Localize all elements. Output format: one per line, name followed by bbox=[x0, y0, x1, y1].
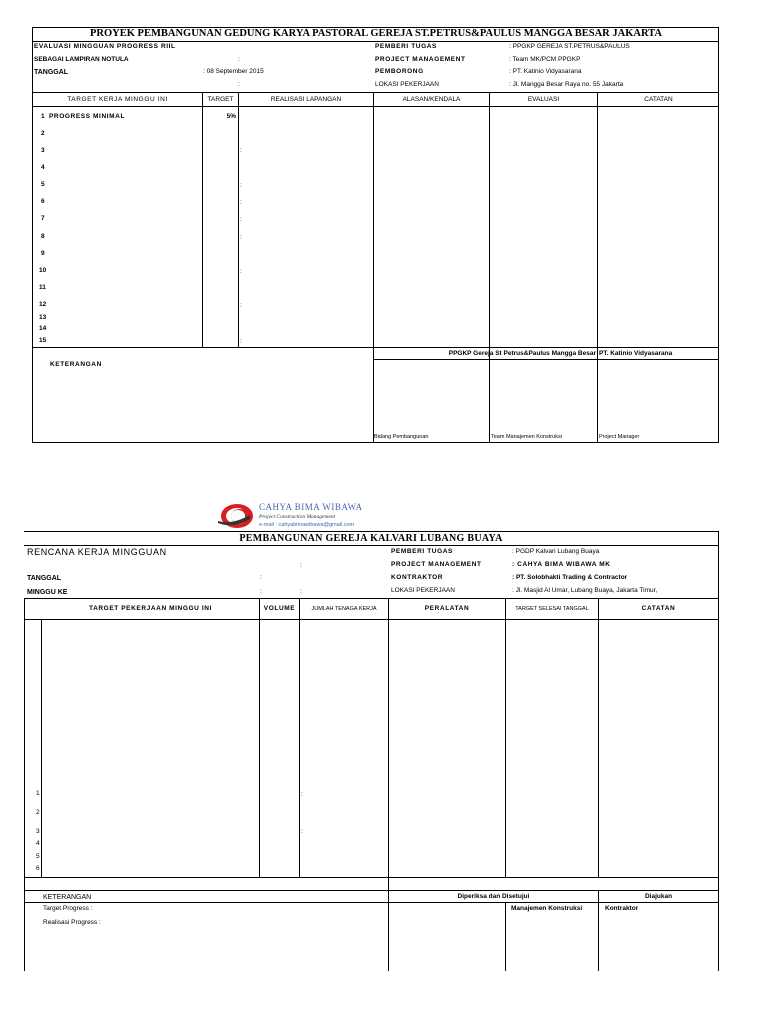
plan-row-number: 3 bbox=[36, 828, 40, 835]
eval-signer-3: Project Manager bbox=[599, 434, 640, 440]
eval-lokasi-value: : Jl. Mangga Besar Raya no. 55 Jakarta bbox=[509, 81, 624, 88]
eval-row-colon: : bbox=[240, 234, 242, 241]
eval-row-number: 5 bbox=[41, 181, 45, 188]
eval-info-value-2: : bbox=[238, 56, 240, 63]
eval-row-number: 9 bbox=[41, 250, 45, 257]
eval-row-number: 2 bbox=[41, 130, 45, 137]
eval-row-colon: : bbox=[240, 338, 242, 345]
eval-row-number: 4 bbox=[41, 164, 45, 171]
eval-row-colon: : bbox=[240, 147, 242, 154]
eval-info-label-1: EVALUASI MINGGUAN PROGRESS RIIL bbox=[34, 43, 176, 50]
plan-date-value: : bbox=[260, 574, 262, 581]
eval-keterangan-label: KETERANGAN bbox=[50, 361, 102, 368]
eval-row-number: 8 bbox=[41, 233, 45, 240]
plan-col-target-selesai: TARGET SELESAI TANGGAL bbox=[515, 606, 589, 612]
plan-lokasi-label: LOKASI PEKERJAAN bbox=[391, 587, 455, 594]
plan-diperiksa: Diperiksa dan Disetujui bbox=[457, 893, 530, 900]
eval-info-value-4: : bbox=[238, 81, 240, 88]
eval-row-number: 15 bbox=[39, 337, 47, 344]
eval-col-evaluasi: EVALUASI bbox=[527, 96, 560, 103]
plan-col-tenaga: JUMLAH TENAGA KERJA bbox=[311, 606, 377, 612]
eval-row-colon: : bbox=[240, 268, 242, 275]
eval-row-number: 11 bbox=[39, 284, 46, 291]
eval-row-text: PROGRESS MINIMAL bbox=[49, 113, 126, 120]
plan-col-peralatan: PERALATAN bbox=[424, 605, 470, 612]
eval-sign-owner: PPGKP Gereja St Petrus&Paulus Mangga Besar bbox=[448, 350, 596, 357]
eval-col-catatan: CATATAN bbox=[644, 96, 673, 103]
plan-row-number: 2 bbox=[36, 809, 40, 816]
eval-row-number: 3 bbox=[41, 147, 45, 154]
plan-lokasi-value: : Jl. Masjid Al Umar, Lubang Buaya, Jakarta Timur, bbox=[512, 587, 658, 594]
eval-row-number: 6 bbox=[41, 198, 45, 205]
plan-pm-label: PROJECT MANAGEMENT bbox=[391, 561, 482, 568]
plan-row-colon: : bbox=[301, 791, 303, 798]
eval-row-number: 14 bbox=[39, 325, 47, 332]
eval-row-target: 5% bbox=[226, 113, 236, 120]
eval-row-colon: : bbox=[240, 216, 242, 223]
company-email: e-mail : cahyabimawibawa@gmail.com bbox=[259, 522, 355, 528]
eval-date-value: : 08 September 2015 bbox=[203, 68, 264, 75]
plan-row-colon: : bbox=[301, 828, 303, 835]
company-tagline: Project Construction Management bbox=[259, 514, 336, 520]
plan-kontraktor-value: : PT. Solobhakti Trading & Contractor bbox=[512, 574, 628, 581]
plan-heading: RENCANA KERJA MINGGUAN bbox=[27, 547, 167, 557]
plan-week-label: MINGGU KE bbox=[27, 589, 68, 596]
plan-target-progress: Target Progress : bbox=[43, 905, 93, 912]
plan-col-target: TARGET PEKERJAAN MINGGU INI bbox=[89, 605, 212, 612]
plan-manajemen: Manajemen Konstruksi bbox=[511, 905, 583, 912]
eval-col-realisasi: REALISASI LAPANGAN bbox=[270, 96, 342, 103]
plan-realisasi-progress: Realisasi Progress : bbox=[43, 919, 101, 926]
company-logo-icon bbox=[216, 501, 256, 531]
eval-pemberi-tugas-label: PEMBERI TUGAS bbox=[375, 43, 437, 50]
company-name: CAHYA BIMA WIBAWA bbox=[259, 502, 363, 512]
eval-pm-value: : Team MK/PCM PPGKP bbox=[509, 56, 581, 63]
eval-row-colon: : bbox=[240, 182, 242, 189]
eval-col-target: TARGET bbox=[207, 96, 234, 103]
eval-signer-2: Team Manajemen Konstruksi bbox=[491, 434, 562, 440]
plan-title: PEMBANGUNAN GEREJA KALVARI LUBANG BUAYA bbox=[239, 533, 503, 544]
plan-pemberi-label: PEMBERI TUGAS bbox=[391, 548, 453, 555]
plan-row-number: 4 bbox=[36, 840, 40, 847]
evaluation-title: PROYEK PEMBANGUNAN GEDUNG KARYA PASTORAL GEREJA ST.PETRUS&PAULUS MANGGA BESAR JAKARTA bbox=[90, 28, 662, 39]
eval-info-label-2: SEBAGAI LAMPIRAN NOTULA bbox=[34, 56, 129, 63]
plan-row-number: 6 bbox=[36, 865, 40, 872]
plan-date-label: TANGGAL bbox=[27, 575, 62, 582]
plan-row-number: 5 bbox=[36, 853, 40, 860]
eval-row-number: 13 bbox=[39, 314, 47, 321]
eval-pemborong-value: : PT. Katinio Vidyasarana bbox=[509, 68, 582, 75]
eval-row-number: 12 bbox=[39, 301, 47, 308]
eval-col-alasan: ALASAN/KENDALA bbox=[402, 96, 461, 103]
eval-col-target-kerja: TARGET KERJA MINGGU INI bbox=[67, 96, 168, 103]
eval-sign-contractor: PT. Katinio Vidyasarana bbox=[599, 350, 673, 357]
eval-lokasi-label: LOKASI PEKERJAAN bbox=[375, 81, 439, 88]
plan-pemberi-value: : PGDP Kalvari Lubang Buaya bbox=[512, 548, 600, 555]
plan-diajukan: Diajukan bbox=[644, 893, 673, 900]
eval-pemberi-tugas-value: : PPGKP GEREJA ST.PETRUS&PAULUS bbox=[509, 43, 630, 50]
eval-row-number: 1 bbox=[41, 113, 45, 120]
eval-row-number: 7 bbox=[41, 215, 45, 222]
eval-row-colon: : bbox=[240, 199, 242, 206]
plan-row-number: 1 bbox=[36, 790, 40, 797]
evaluation-form-border bbox=[32, 27, 719, 443]
plan-col-volume: VOLUME bbox=[263, 605, 296, 612]
eval-signer-1: Bidang Pembangunan bbox=[374, 434, 429, 440]
eval-date-label: TANGGAL bbox=[34, 69, 69, 76]
plan-pm-value: : CAHYA BIMA WIBAWA MK bbox=[512, 561, 611, 568]
eval-pm-label: PROJECT MANAGEMENT bbox=[375, 56, 466, 63]
eval-row-number: 10 bbox=[39, 267, 47, 274]
plan-week-extra: : bbox=[300, 588, 302, 595]
eval-row-colon: : bbox=[240, 302, 242, 309]
plan-col-catatan: CATATAN bbox=[641, 605, 676, 612]
plan-kontraktor-label: KONTRAKTOR bbox=[391, 574, 444, 581]
plan-kontraktor: Kontraktor bbox=[605, 905, 639, 912]
plan-keterangan: KETERANGAN bbox=[43, 894, 92, 901]
eval-pemborong-label: PEMBORONG bbox=[375, 68, 424, 75]
plan-week-value: : bbox=[260, 588, 262, 595]
plan-info-colon-1: : bbox=[300, 562, 302, 569]
